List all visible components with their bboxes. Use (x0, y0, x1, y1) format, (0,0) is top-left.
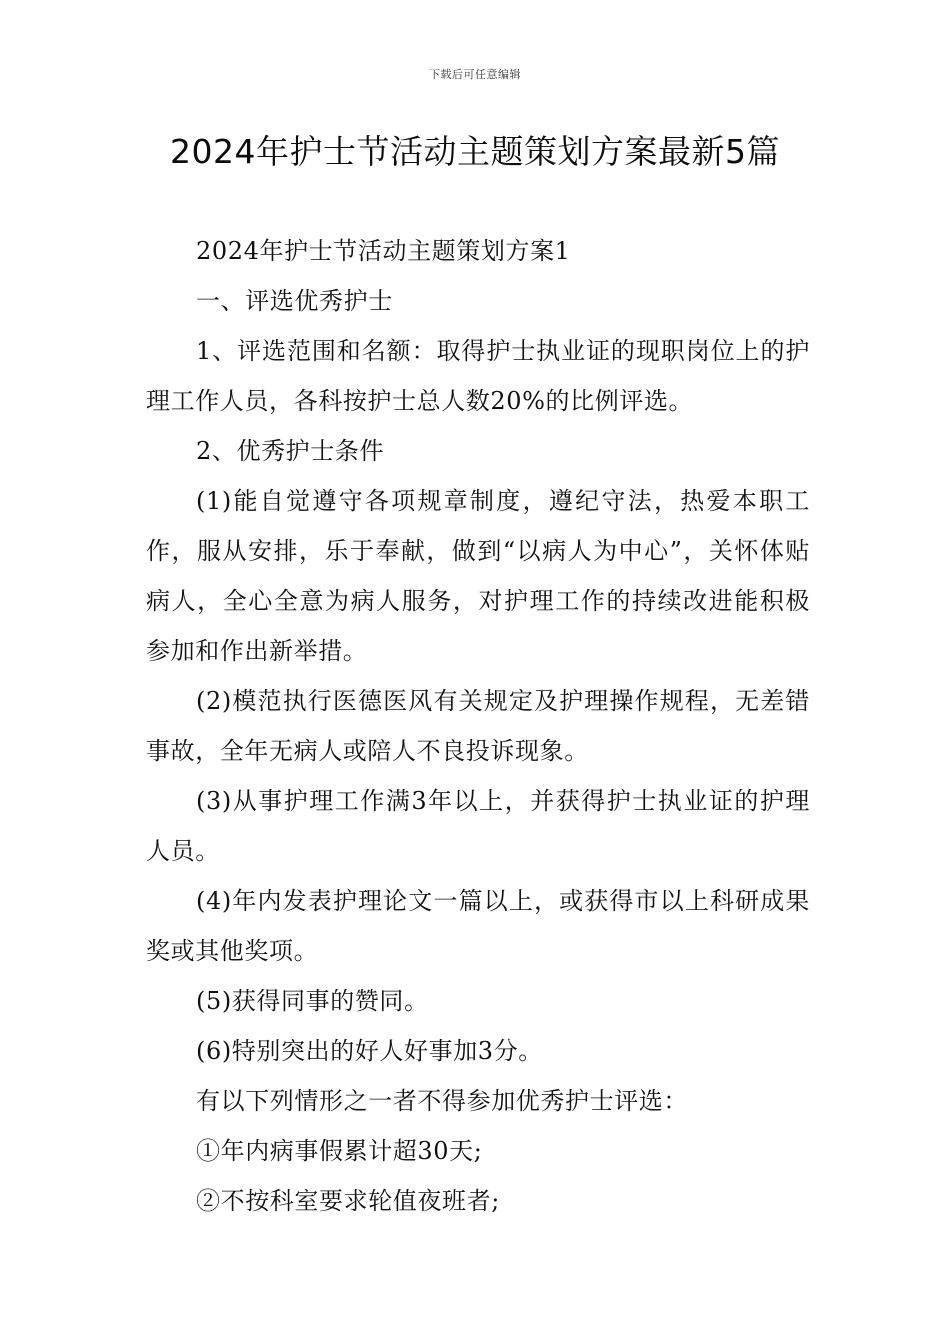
document-body (146, 226, 810, 1226)
list-item: (6)特别突出的好人好事加3分。 (196, 1037, 543, 1065)
list-item: (2)模范执行医德医风有关规定及护理操作规程，无差错事故，全年无病人或陪人不良投诉现象。 (146, 687, 810, 765)
section-heading: 2024年护士节活动主题策划方案1 (196, 237, 571, 265)
list-item: ②不按科室要求轮值夜班者; (196, 1187, 500, 1215)
paragraph: 1、评选范围和名额：取得护士执业证的现职岗位上的护理工作人员，各科按护士总人数20%的比例评选。 (146, 337, 810, 415)
document-title: 2024年护士节活动主题策划方案最新5篇 (170, 132, 780, 171)
list-item: (4)年内发表护理论文一篇以上，或获得市以上科研成果奖或其他奖项。 (146, 887, 810, 965)
subsection-heading: 2、优秀护士条件 (196, 437, 385, 465)
header-note: 下载后可任意编辑 (429, 68, 521, 81)
list-item: (5)获得同事的赞同。 (196, 987, 429, 1015)
subsection-heading: 一、评选优秀护士 (196, 287, 393, 315)
list-item: (1)能自觉遵守各项规章制度，遵纪守法，热爱本职工作，服从安排，乐于奉献，做到“以病人为中心”，关怀体贴病人，全心全意为病人服务，对护理工作的持续改进能积极参加和作出新举措。 (146, 487, 810, 665)
paragraph: 有以下列情形之一者不得参加优秀护士评选： (196, 1087, 688, 1115)
list-item: (3)从事护理工作满3年以上，并获得护士执业证的护理人员。 (146, 787, 810, 865)
list-item: ①年内病事假累计超30天; (196, 1137, 483, 1165)
